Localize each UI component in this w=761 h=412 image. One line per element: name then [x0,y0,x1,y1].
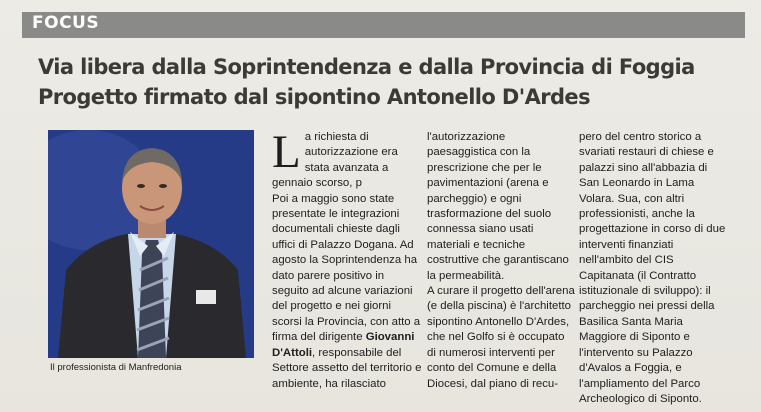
article-column-3 [579,130,729,407]
portrait-photo [48,130,254,358]
headline-line-2: Progetto firmato dal sipontino Antonello D'Ardes [38,85,590,109]
headline-line-1: Via libera dalla Soprintendenza e dalla Provincia di Foggia [38,55,695,79]
column-3-paragraph: pero del centro storico a svariati restauri di chiese e palazzi sino all'abbazia di San Leonardo in Lama Volara. Sua, con altri professionisti, anche la progettazione in corso di due interventi finanziati nell'ambito del CIS Capitanata (il Contratto istituzionale di sviluppo): il parcheggio nei pressi della Basilica Santa Maria Maggiore di Siponto e l'intervento su Palazzo d'Avalos a Foggia, e l'ampliamento del Parco Archeologico di Siponto. [579,131,726,405]
column-1-body-b: , responsabile del Settore assetto del territorio e ambiente, ha rilasciato [272,346,422,390]
article-column-2 [427,130,575,392]
section-bar [22,12,745,38]
drop-cap: L [272,126,301,178]
article-column-1 [272,126,422,392]
column-1-body-a: Poi a maggio sono state presentate le integrazioni documentali chieste dagli uffici di Palazzo Dogana. Ad agosto la Soprintendenza ha dato parere positivo in seguito ad alcune variazioni del progetto e nei giorni scorsi la Provincia, con atto a firma del dirigente [272,192,421,344]
column-2-paragraph-2: A curare il progetto dell'arena (e della piscina) è l'architetto sipontino Antonello D'Ardes, che nel Golfo si è occupato di numerosi interventi per conto del Comune e della Diocesi, dal piano di recu- [427,285,575,390]
section-label: FOCUS [32,13,100,33]
person-name: Giovanni D'Attoli [272,331,415,359]
photo-caption: Il professionista di Manfredonia [50,362,182,373]
column-1-intro: a richiesta di autorizzazione era stata avanzata a gennaio scorso, p [272,131,398,190]
column-2-paragraph-1: l'autorizzazione paesaggistica con la prescrizione che per le pavimentazioni (arena e parcheggio) e ogni trasformazione del suolo connessa siano usati materiali e tecniche costruttive che garantiscano la permeabilità. [427,131,569,282]
headline [38,52,738,112]
portrait-illustration [48,130,254,358]
